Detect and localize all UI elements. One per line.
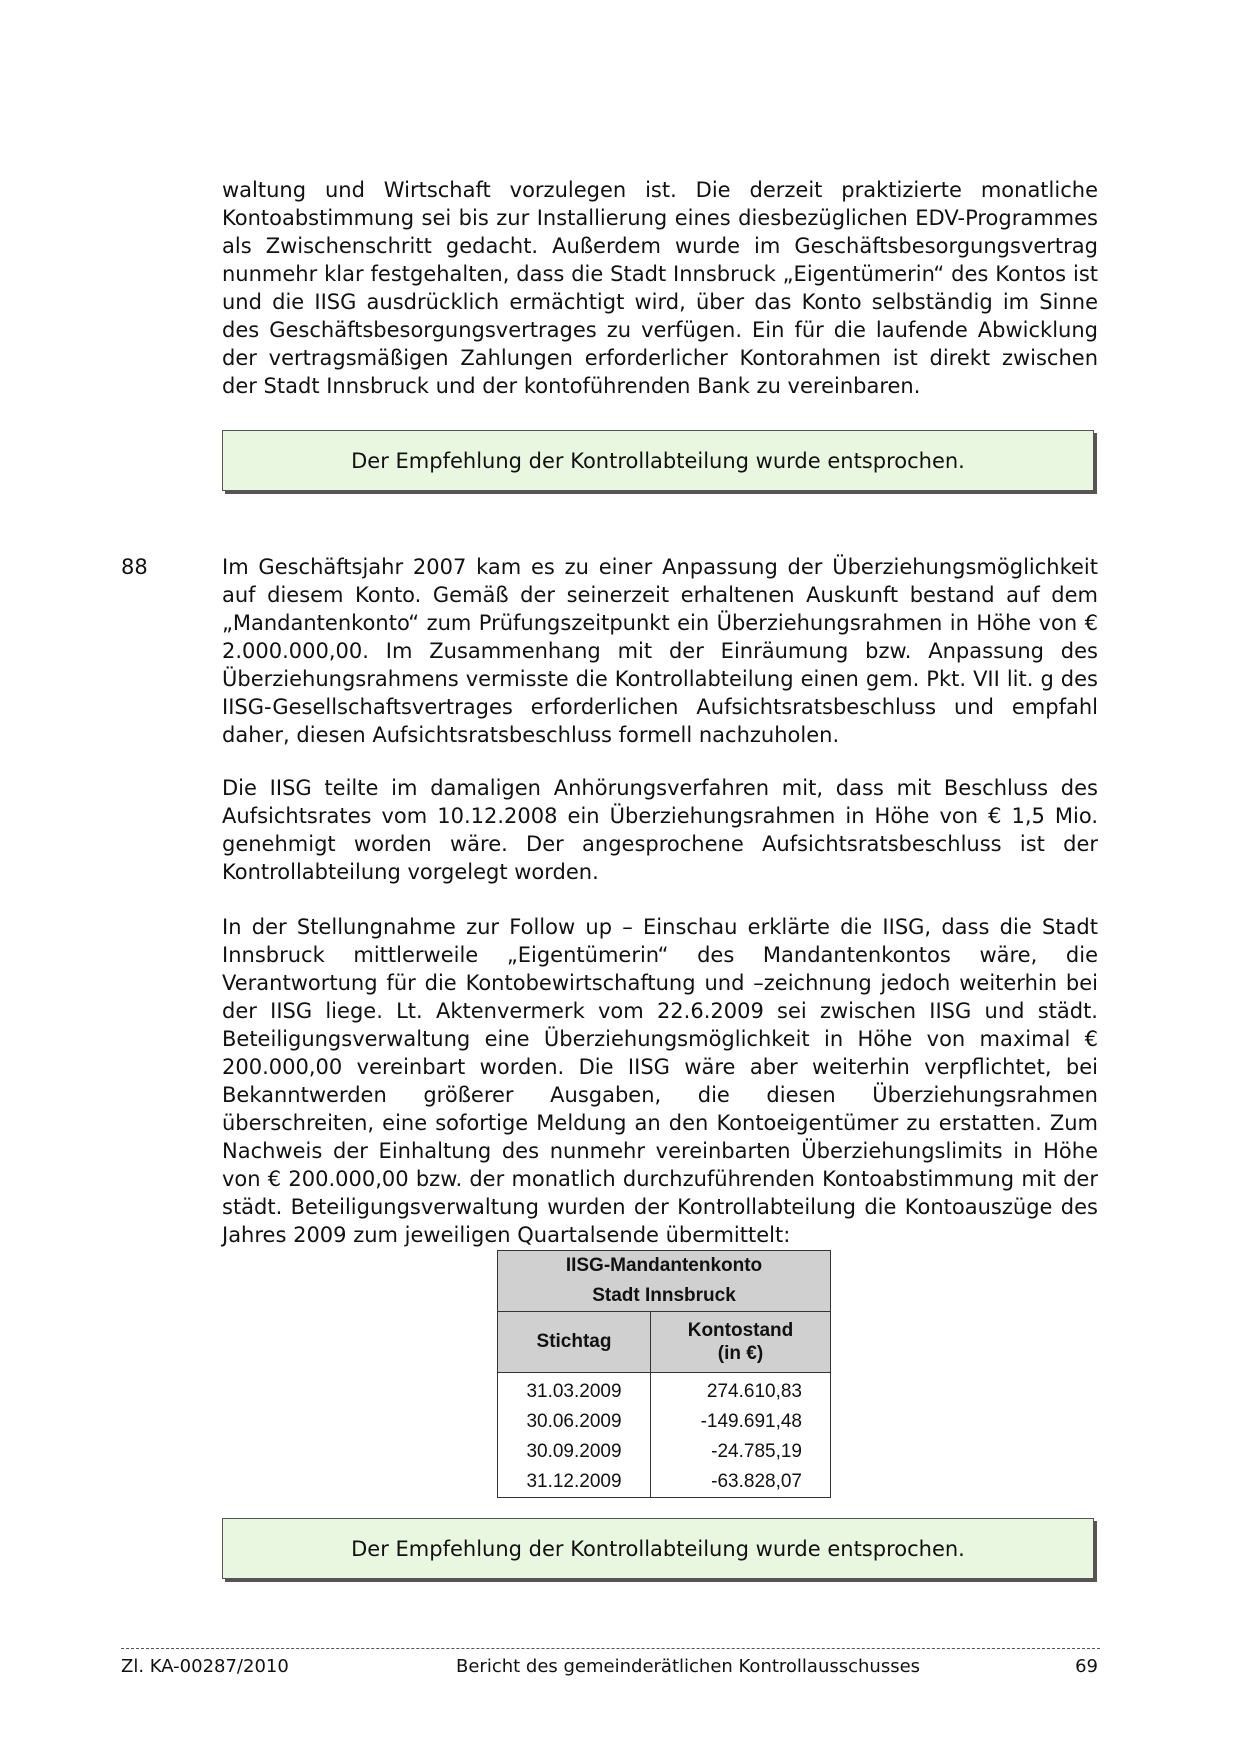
table-row [498,1407,831,1437]
balance-header-line2: (in €) [717,1343,764,1364]
paragraph-intro: waltung und Wirtschaft vorzulegen ist. Die derzeit praktizierte monatliche Kontoabstimmung sei bis zur Installierung eines diesbezüglichen EDV-Programmes als Zwischenschritt gedacht. Außerdem wurde im Geschäftsbesorgungsvertrag nunmehr klar festgehalten, dass die Stadt Innsbruck „Eigentümerin“ des Kontos ist und die IISG ausdrücklich ermächtigt wird, über das Konto selbständig im Sinne des Geschäftsbesorgungsvertrages zu verfügen. Ein für die laufende Abwicklung der vertragsmäßigen Zahlungen erforderlicher Kontorahmen ist direkt zwischen der Stadt Innsbruck und der kontoführenden Bank zu vereinbaren. [222,178,1098,398]
balance-header-line1: Kontostand [687,1320,794,1341]
paragraph-88-b: Die IISG teilte im damaligen Anhörungsverfahren mit, dass mit Beschluss des Aufsichtsrates vom 10.12.2008 ein Überziehungsrahmen in Höhe von € 1,5 Mio. genehmigt worden wäre. Der angesprochene Aufsichtsratsbeschluss ist der Kontrollabteilung vorgelegt worden. [222,776,1098,884]
table-row [498,1437,831,1467]
footer-divider [121,1648,1100,1649]
paragraph-88-a: Im Geschäftsjahr 2007 kam es zu einer Anpassung der Überziehungsmöglichkeit auf diesem Konto. Gemäß der seinerzeit erhaltenen Auskunft bestand auf dem „Mandantenkonto“ zum Prüfungszeitpunkt ein Überziehungsrahmen in Höhe von € 2.000.000,00. Im Zusammenhang mit der Einräumung bzw. Anpassung des Überziehungsrahmens vermisste die Kontrollabteilung einen gem. Pkt. VII lit. g des IISG-Gesellschaftsvertrages erforderlichen Aufsichtsratsbeschluss und empfahl daher, diesen Aufsichtsratsbeschluss formell nachzuholen. [222,555,1098,747]
row-balance: -63.828,07 [651,1467,831,1498]
table-subtitle: Stadt Innsbruck [498,1281,831,1312]
footer-reference: Zl. KA-00287/2010 [121,1656,289,1677]
table-title-row-1 [498,1251,831,1282]
account-balance-table [497,1250,831,1498]
table-header-row [498,1312,831,1373]
row-balance: -149.691,48 [651,1407,831,1437]
paragraph-88-c: In der Stellungnahme zur Follow up – Einschau erklärte die IISG, dass die Stadt Innsbruck mittlerweile „Eigentümerin“ des Mandantenkontos wäre, die Verantwortung für die Kontobewirtschaftung und –zeichnung jedoch weiterhin bei der IISG liege. Lt. Aktenvermerk vom 22.6.2009 sei zwischen IISG und städt. Beteiligungsverwaltung eine Überziehungsmöglichkeit in Höhe von maximal € 200.000,00 vereinbart worden. Die IISG wäre aber weiterhin verpflichtet, bei Bekanntwerden größerer Ausgaben, die diesen Überziehungsrahmen überschreiten, eine sofortige Meldung an den Kontoeigentümer zu erstatten. Zum Nachweis der Einhaltung des nunmehr vereinbarten Überziehungslimits in Höhe von € 200.000,00 bzw. der monatlich durchzuführenden Kontoabstimmung mit der städt. Beteiligungsverwaltung wurden der Kontrollabteilung die Kontoauszüge des Jahres 2009 zum jeweiligen Quartalsende übermittelt: [222,915,1098,1247]
column-header-balance [651,1312,831,1373]
row-date: 30.06.2009 [498,1407,651,1437]
footer-report-title: Bericht des gemeinderätlichen Kontrollausschusses [456,1656,921,1677]
row-balance: -24.785,19 [651,1437,831,1467]
table-title-row-2 [498,1281,831,1312]
row-date: 31.03.2009 [498,1373,651,1408]
page-number: 69 [1075,1656,1098,1677]
table-row [498,1373,831,1408]
recommendation-callout-2 [222,1518,1094,1579]
recommendation-callout-1 [222,430,1094,491]
row-date: 30.09.2009 [498,1437,651,1467]
callout-text: Der Empfehlung der Kontrollabteilung wurde entsprochen. [351,448,965,473]
row-date: 31.12.2009 [498,1467,651,1498]
table-row [498,1467,831,1498]
table-title: IISG-Mandantenkonto [498,1251,831,1282]
column-header-date: Stichtag [498,1312,651,1373]
row-balance: 274.610,83 [651,1373,831,1408]
paragraph-number: 88 [121,555,148,579]
callout-text: Der Empfehlung der Kontrollabteilung wurde entsprochen. [351,1536,965,1561]
